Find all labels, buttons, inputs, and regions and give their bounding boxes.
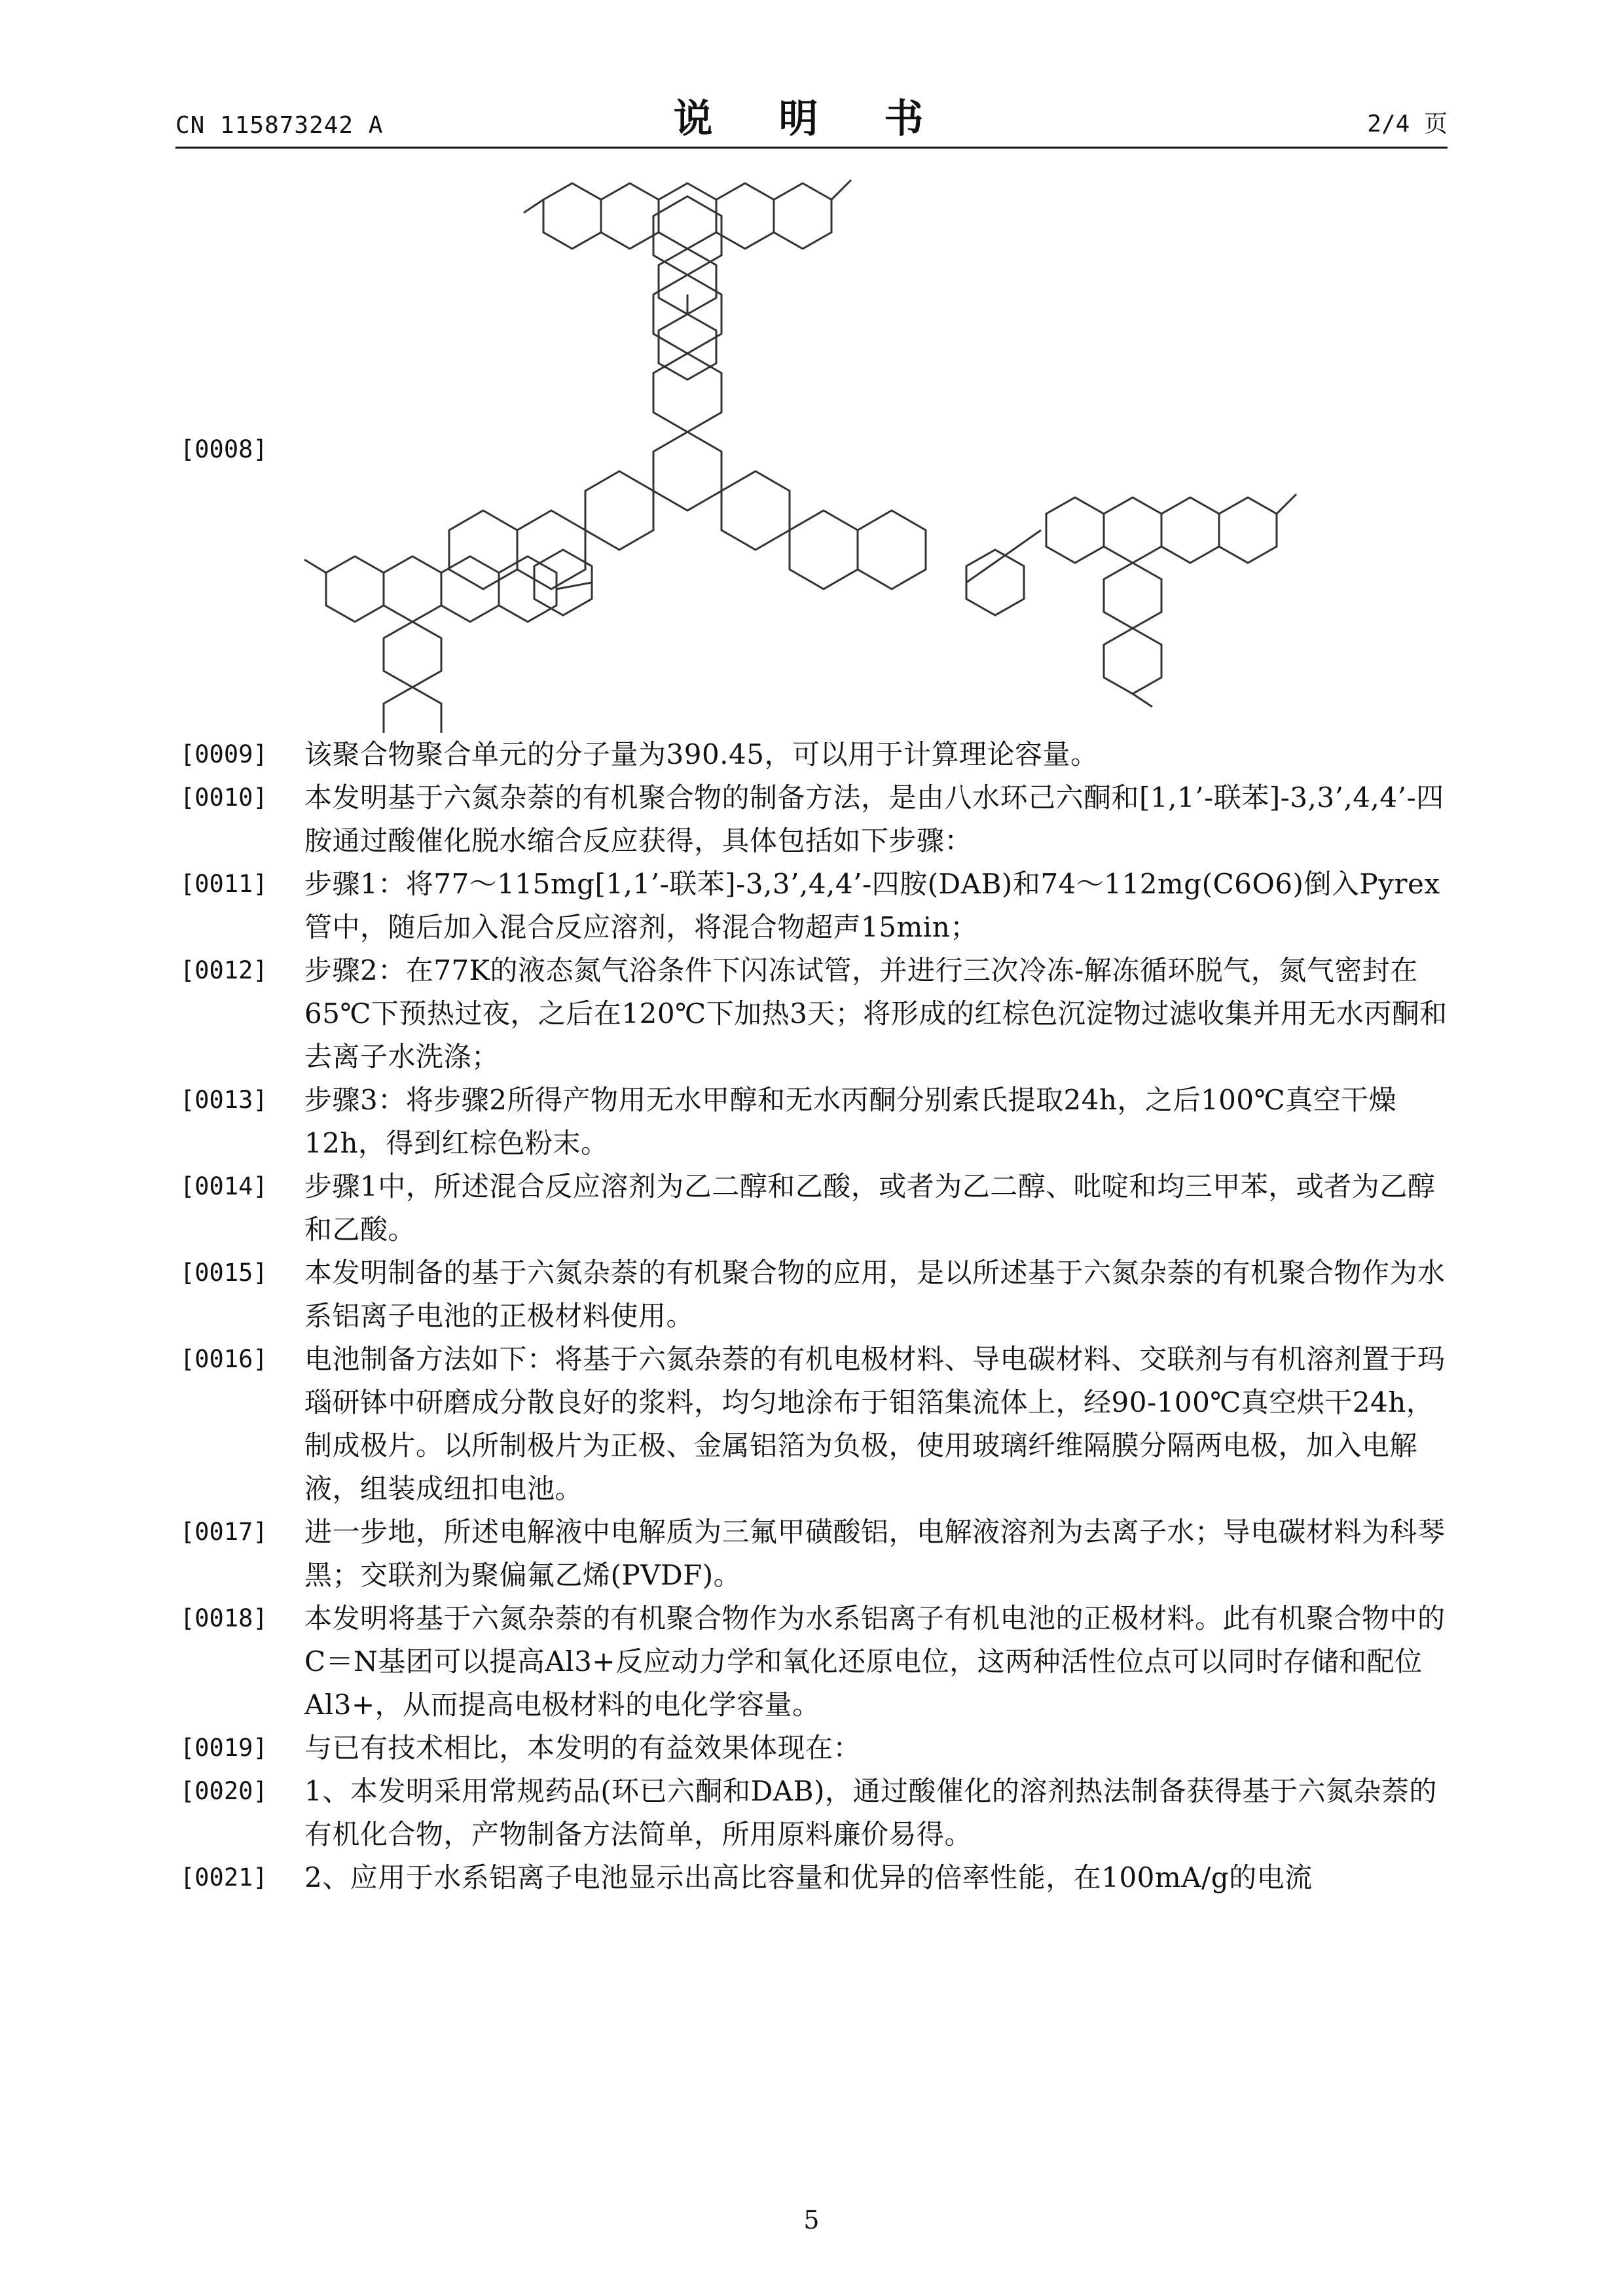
- paragraph-number: [0014]: [180, 1172, 268, 1200]
- paragraph: [180, 1338, 1450, 1511]
- paragraph: [180, 1770, 1450, 1856]
- paragraph: [180, 1079, 1450, 1165]
- paragraph: [180, 1165, 1450, 1251]
- paragraph-number: [0012]: [180, 956, 268, 984]
- paragraph: [180, 1251, 1450, 1338]
- paragraph-text: 与已有技术相比，本发明的有益效果体现在：: [304, 1732, 862, 1764]
- publication-number: CN 115873242 A: [175, 112, 384, 139]
- paragraph-text: 电池制备方法如下：将基于六氮杂萘的有机电极材料、导电碳材料、交联剂与有机溶剂置于玛瑙研钵中研磨成分散良好的浆料，均匀地涂布于钼箔集流体上，经90-100℃真空烘干24h，制成极片。以所制极片为正极、金属铝箔为负极，使用玻璃纤维隔膜分隔两电极，加入电解液，组装成纽扣电池。: [304, 1343, 1446, 1505]
- document-title: 说 明 书: [673, 96, 950, 142]
- paragraph-number: [0020]: [180, 1777, 268, 1805]
- paragraph: [180, 733, 1450, 776]
- paragraph: [180, 1511, 1450, 1597]
- figure-paragraph-number: [0008]: [180, 435, 268, 463]
- paragraph-text: 步骤1：将77～115mg[1,1’-联苯]-3,3’,4,4’-四胺(DAB)和74～112mg(C6O6)倒入Pyrex管中，随后加入混合反应溶剂，将混合物超声15min；: [304, 868, 1440, 943]
- paragraph-text: 进一步地，所述电解液中电解质为三氟甲磺酸铝，电解液溶剂为去离子水；导电碳材料为科琴黑；交联剂为聚偏氟乙烯(PVDF)。: [304, 1516, 1446, 1591]
- paragraph-number: [0009]: [180, 740, 268, 768]
- paragraph: [180, 1856, 1450, 1899]
- paragraph-text: 步骤3：将步骤2所得产物用无水甲醇和无水丙酮分别索氏提取24h，之后100℃真空干燥12h，得到红棕色粉末。: [304, 1084, 1397, 1159]
- paragraph-text: 1、本发明采用常规药品(环已六酮和DAB)，通过酸催化的溶剂热法制备获得基于六氮杂萘的有机化合物，产物制备方法简单，所用原料廉价易得。: [304, 1775, 1437, 1850]
- paragraph: [180, 776, 1450, 863]
- paragraph-number: [0013]: [180, 1086, 268, 1114]
- page-counter: 2/4 页: [1367, 111, 1448, 137]
- paragraph: [180, 863, 1450, 949]
- paragraph-number: [0017]: [180, 1518, 268, 1546]
- page-header: [175, 92, 1448, 144]
- paragraph-text: 本发明将基于六氮杂萘的有机聚合物作为水系铝离子有机电池的正极材料。此有机聚合物中的C＝N基团可以提高Al3+反应动力学和氧化还原电位，这两种活性位点可以同时存储和配位Al3+，从而提高电极材料的电化学容量。: [304, 1602, 1446, 1721]
- paragraph-number: [0016]: [180, 1345, 268, 1373]
- paragraph-number: [0021]: [180, 1863, 268, 1892]
- paragraph-number: [0018]: [180, 1604, 268, 1632]
- header-rule: [175, 147, 1448, 149]
- paragraph: [180, 1597, 1450, 1727]
- paragraph: [180, 949, 1450, 1079]
- paragraph: [180, 1727, 1450, 1770]
- paragraph-number: [0010]: [180, 783, 268, 812]
- chemical-structure-figure: [282, 164, 1480, 733]
- paragraph-number: [0019]: [180, 1734, 268, 1762]
- paragraph-text: 2、应用于水系铝离子电池显示出高比容量和优异的倍率性能，在100mA/g的电流: [304, 1861, 1313, 1893]
- paragraph-text: 本发明基于六氮杂萘的有机聚合物的制备方法，是由八水环己六酮和[1,1’-联苯]-3,3’,4,4’-四胺通过酸催化脱水缩合反应获得，具体包括如下步骤：: [304, 781, 1444, 857]
- structure-drawing: [304, 180, 1296, 733]
- paragraph-number: [0011]: [180, 870, 268, 898]
- paragraph-text: 步骤2：在77K的液态氮气浴条件下闪冻试管，并进行三次冷冻-解冻循环脱气，氮气密封在65℃下预热过夜，之后在120℃下加热3天；将形成的红棕色沉淀物过滤收集并用无水丙酮和去离子水洗涤；: [304, 954, 1448, 1073]
- paragraph-text: 步骤1中，所述混合反应溶剂为乙二醇和乙酸，或者为乙二醇、吡啶和均三甲苯，或者为乙醇和乙酸。: [304, 1170, 1436, 1246]
- paragraph-text: 本发明制备的基于六氮杂萘的有机聚合物的应用，是以所述基于六氮杂萘的有机聚合物作为水系铝离子电池的正极材料使用。: [304, 1257, 1446, 1332]
- description-body: [180, 733, 1450, 1899]
- paragraph-text: 该聚合物聚合单元的分子量为390.45，可以用于计算理论容量。: [304, 738, 1099, 770]
- paragraph-number: [0015]: [180, 1259, 268, 1287]
- page-number: 5: [803, 2206, 820, 2234]
